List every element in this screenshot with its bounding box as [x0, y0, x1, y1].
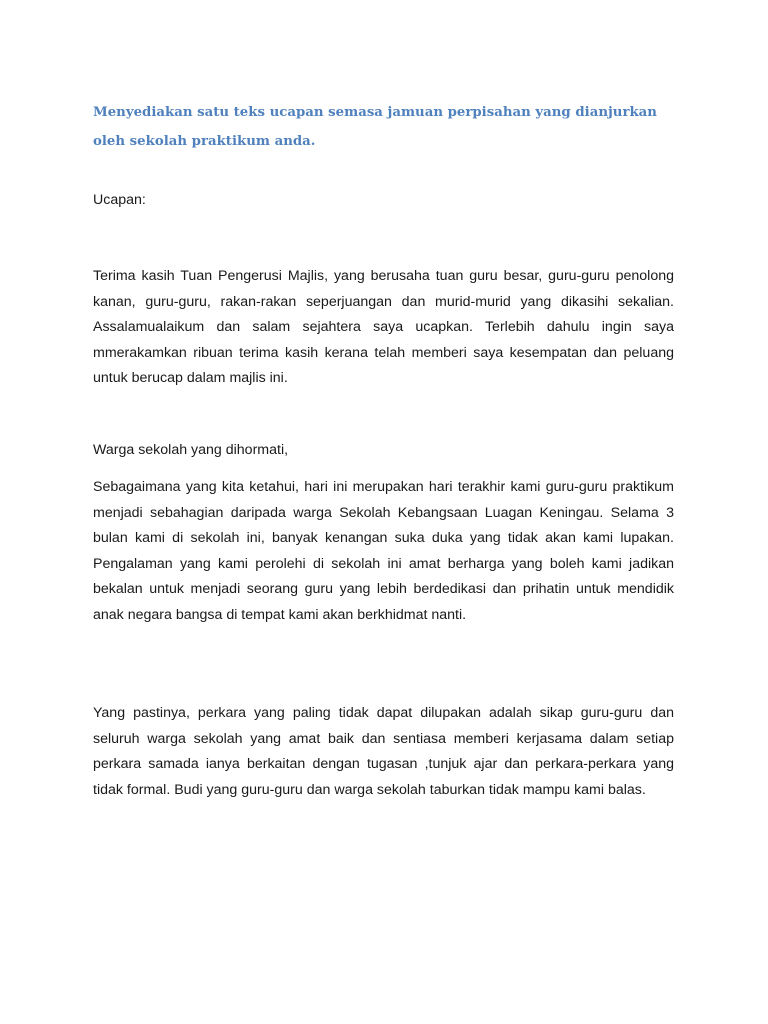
paragraph-body: Sebagaimana yang kita ketahui, hari ini merupakan hari terakhir kami guru-guru praktikum menjadi sebahagian daripada warga Sekolah Kebangsaan Luagan Keningau. Selama 3 bulan kami di sekolah ini, banyak kenangan suka duka yang tidak akan kami lupakan. Pengalaman yang kami perolehi di sekolah ini amat berharga yang boleh kami jadikan bekalan untuk menjadi seorang guru yang lebih berdedikasi dan prihatin untuk mendidik anak negara bangsa di tempat kami akan berkhidmat nanti.	[93, 479, 674, 623]
paragraph-salutation: Warga sekolah yang dihormati,	[93, 442, 289, 458]
paragraph-opening: Terima kasih Tuan Pengerusi Majlis, yang berusaha tuan guru besar, guru-guru penolong kanan, guru-guru, rakan-rakan seperjuangan dan murid-murid yang dikasihi sekalian. Assalamualaikum dan salam sejahtera saya ucapkan. Terlebih dahulu ingin saya mmerakamkan ribuan terima kasih kerana telah memberi saya kesempatan dan peluang untuk berucap dalam majlis ini.	[93, 268, 674, 386]
paragraph-closing: Yang pastinya, perkara yang paling tidak dapat dilupakan adalah sikap guru-guru dan seluruh warga sekolah yang amat baik dan sentiasa memberi kerjasama dalam setiap perkara samada ianya berkaitan dengan tugasan ,tunjuk ajar dan perkara-perkara yang tidak formal. Budi yang guru-guru dan warga sekolah taburkan tidak mampu kami balas.	[93, 705, 674, 798]
document-heading: Menyediakan satu teks ucapan semasa jamuan perpisahan yang dianjurkan oleh sekolah praktikum anda.	[93, 105, 657, 149]
speech-label: Ucapan:	[93, 192, 146, 208]
